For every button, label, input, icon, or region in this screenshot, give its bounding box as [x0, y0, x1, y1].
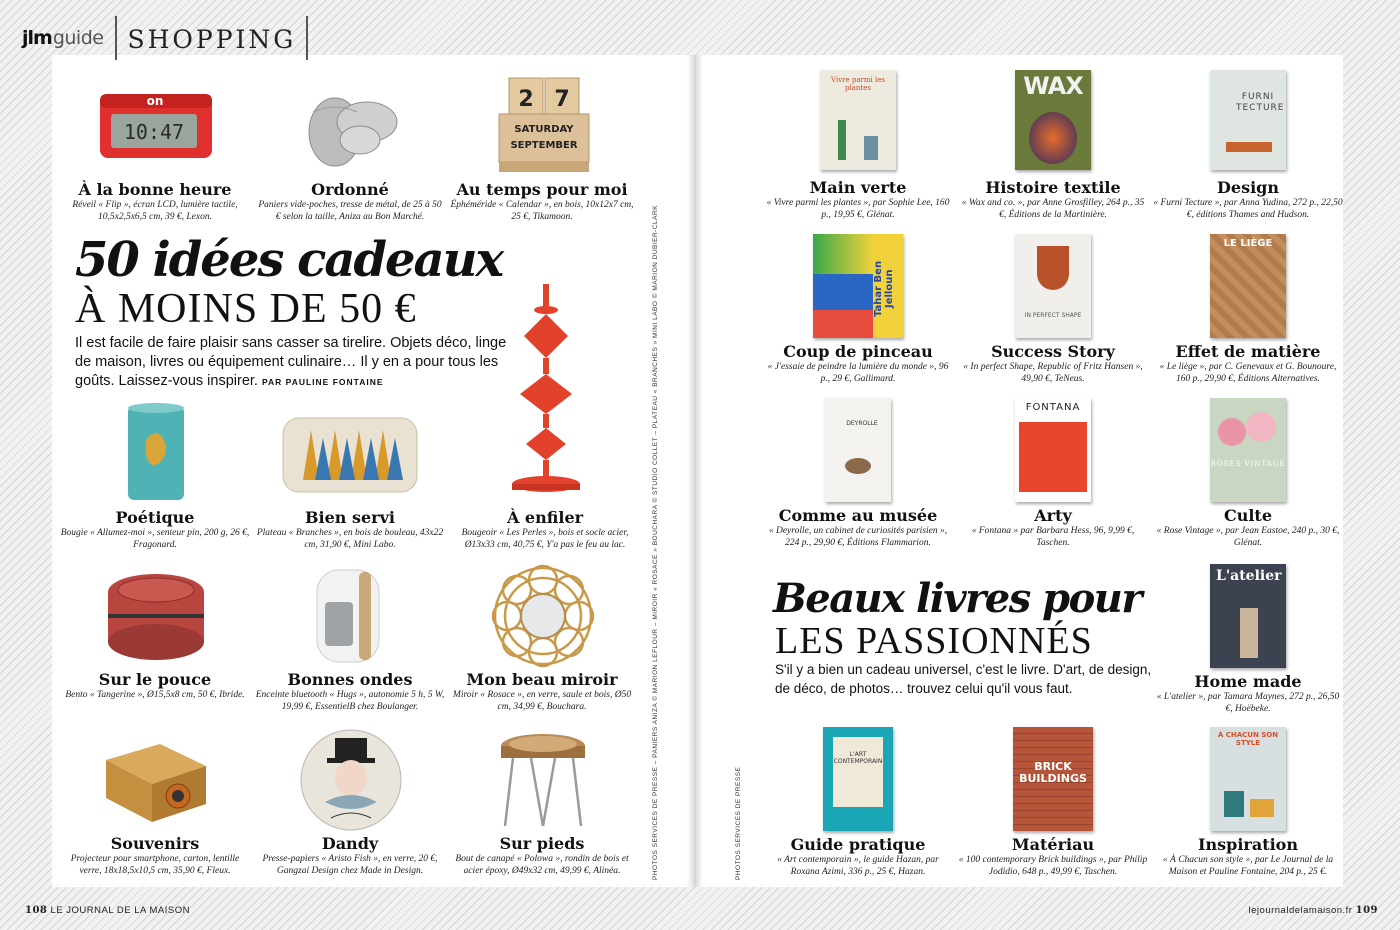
- page-number-right: 109: [1355, 905, 1378, 916]
- cover-text: À CHACUN SON STYLE: [1217, 731, 1279, 747]
- cover-text: FONTANA: [1025, 402, 1081, 413]
- book-cover-icon: [763, 398, 953, 506]
- footer-website: lejournaldelamaison.fr: [1248, 905, 1353, 916]
- product-card: [255, 72, 445, 223]
- book-card: [1153, 398, 1343, 549]
- product-caption: Miroir « Rosace », en verre, saule et bois, Ø50 cm, 34,99 €, Bouchara.: [452, 690, 632, 712]
- product-caption: Paniers vide-poches, tresse de métal, de 25 à 50 € selon la taille, Aniza au Bon Marché.: [258, 200, 442, 222]
- product-caption: Bougeoir « Les Perles », bois et socle acier, Ø13x33 cm, 40,75 €, Y'a pas le feu au lac.: [461, 528, 629, 550]
- book-title: Coup de pinceau: [783, 342, 933, 361]
- brand-guide: guide: [52, 27, 104, 49]
- cover-text: WAX: [1023, 72, 1083, 100]
- book-caption: « Furni Tecture », par Anna Yudina, 272 p., 22,50 €, éditions Thames and Hudson.: [1153, 198, 1343, 220]
- cover-text: Vivre parmi les plantes: [831, 76, 885, 92]
- product-card: [255, 726, 445, 877]
- spread-gutter: [687, 55, 703, 887]
- book-cover-icon: [958, 727, 1148, 835]
- book-caption: « Wax and co. », par Anne Grosfilley, 264 p., 35 €, Éditions de la Martinière.: [961, 198, 1145, 220]
- tray-icon: [255, 400, 445, 508]
- product-title: Bien servi: [305, 508, 395, 527]
- book-card: [1153, 234, 1343, 385]
- calendar-day-tens: 2: [518, 87, 534, 112]
- paperweight-icon: [255, 726, 445, 834]
- book-card: [958, 234, 1148, 385]
- product-card: [447, 726, 637, 877]
- product-caption: Plateau « Branches », en bois de bouleau, 43x22 cm, 31,90 €, Mini Labo.: [256, 528, 444, 550]
- book-card: [763, 70, 953, 221]
- book-cover-icon: [1153, 398, 1343, 506]
- book-caption: « In perfect Shape, Republic of Fritz Hansen », 49,90 €, TeNeus.: [963, 362, 1143, 384]
- product-caption: Enceinte bluetooth « Hugs », autonomie 5 h, 5 W, 19,99 €, EssentielB chez Boulanger.: [255, 690, 445, 712]
- feature-subtitle: À MOINS DE 50 €: [75, 286, 417, 332]
- alarm-clock-icon: [60, 72, 250, 180]
- product-card: [450, 278, 640, 551]
- product-caption: Bout de canapé « Polowa », rondin de bois et acier époxy, Ø49x32 cm, 49,99 €, Alinéa.: [455, 854, 629, 876]
- book-title: Effet de matière: [1175, 342, 1321, 361]
- photo-credit: PHOTOS SERVICES DE PRESSE: [735, 766, 742, 880]
- product-title: Sur pieds: [499, 834, 585, 853]
- book-caption: « Vivre parmi les plantes », par Sophie Lee, 160 p., 19,95 €, Glénat.: [766, 198, 950, 220]
- book-cover-icon: [1153, 70, 1343, 178]
- product-title: Ordonné: [311, 180, 389, 199]
- book-caption: « Deyrolle, un cabinet de curiosités parisien », 224 p., 29,90 €, Éditions Flammarion.: [768, 526, 948, 548]
- book-title: Histoire textile: [985, 178, 1121, 197]
- intro-text: Il est facile de faire plaisir sans casser sa tirelire. Objets déco, linge de maison, livres ou équipement culinaire… Il y en a pour tous les goûts. Laissez-vous inspirer.: [75, 335, 507, 389]
- footer-publication: LE JOURNAL DE LA MAISON: [50, 905, 190, 916]
- mirror-icon: [447, 562, 637, 670]
- book-card: [763, 398, 953, 549]
- metal-basket-icon: [255, 72, 445, 180]
- book-title: Comme au musée: [778, 506, 938, 525]
- book-cover-icon: [763, 234, 953, 342]
- product-title: Poétique: [115, 508, 195, 527]
- product-card: [255, 400, 445, 551]
- book-title: Success Story: [991, 342, 1115, 361]
- book-card: [763, 727, 953, 878]
- cover-text: FURNI TECTURE: [1236, 92, 1285, 113]
- book-title: Home made: [1194, 672, 1302, 691]
- book-caption: « L'atelier », par Tamara Maynes, 272 p., 26,50 €, Hoëbeke.: [1156, 692, 1340, 714]
- book-caption: « Fontana » par Barbara Hess, 96, 9,99 €, Taschen.: [971, 526, 1135, 548]
- byline: PAR PAULINE FONTAINE: [261, 377, 384, 387]
- product-card: [447, 562, 637, 713]
- book-caption: « À Chacun son style », par Le Journal de la Maison et Pauline Fontaine, 204 p., 25 €.: [1162, 855, 1334, 877]
- book-card: [958, 727, 1148, 878]
- book-cover-icon: [958, 398, 1148, 506]
- book-title: Matériau: [1011, 835, 1095, 854]
- calendar-weekday: SATURDAY: [514, 124, 574, 135]
- book-card: [1153, 727, 1343, 878]
- product-card: [60, 400, 250, 551]
- product-caption: Presse-papiers « Aristo Fish », en verre, 20 €, Gangzai Design chez Made in Design.: [262, 854, 438, 876]
- masthead: [22, 18, 308, 58]
- product-card: [60, 726, 250, 877]
- product-caption: Éphéméride « Calendar », en bois, 10x12x7 cm, 25 €, Tikamoon.: [450, 200, 634, 222]
- product-title: Dandy: [321, 834, 379, 853]
- product-caption: Bougie « Allumez-moi », senteur pin, 200 g, 26 €, Fragonard.: [60, 528, 250, 550]
- book-cover-icon: [763, 70, 953, 178]
- book-card: [763, 234, 953, 385]
- speaker-icon: [255, 562, 445, 670]
- book-title: Culte: [1223, 506, 1272, 525]
- calendar-day-units: 7: [554, 87, 570, 112]
- book-title: Design: [1217, 178, 1279, 197]
- product-card: [60, 72, 250, 223]
- cover-text: IN PERFECT SHAPE: [1024, 312, 1082, 319]
- product-card: [255, 562, 445, 713]
- book-title: Inspiration: [1198, 835, 1298, 854]
- footer-left: [25, 905, 190, 916]
- product-title: Au temps pour moi: [456, 180, 628, 199]
- cover-text: ROSES VINTAGE: [1210, 460, 1286, 468]
- book-cover-icon: [958, 70, 1148, 178]
- product-caption: Projecteur pour smartphone, carton, lentille verre, 18x18,5x10,5 cm, 35,90 €, Fleux.: [70, 854, 240, 876]
- book-caption: « Rose Vintage », par Jean Eastoe, 240 p., 30 €, Glénat.: [1156, 526, 1340, 548]
- book-card: [958, 70, 1148, 221]
- clock-time: 10:47: [123, 120, 185, 144]
- wood-calendar-icon: [447, 72, 637, 180]
- footer-right: [1249, 905, 1378, 916]
- candle-icon: [60, 400, 250, 508]
- book-title: Guide pratique: [790, 835, 926, 854]
- brand-logo: jlm: [22, 27, 52, 49]
- books-title: Beaux livres pour: [773, 575, 1141, 622]
- feature-intro: [75, 334, 515, 392]
- clock-face-label: on: [146, 94, 164, 108]
- book-caption: « Le liège », par C. Genevaux et G. Bounoure, 160 p., 29,90 €, Éditions Alternatives.: [1159, 362, 1337, 384]
- book-caption: « Art contemporain », le guide Hazan, par Roxana Azimi, 336 p., 25 €, Hazan.: [777, 855, 939, 877]
- product-title: Souvenirs: [110, 834, 200, 853]
- page-number-left: 108: [25, 905, 48, 916]
- cover-text: BRICK BUILDINGS: [1019, 760, 1087, 785]
- cover-text: Tahar Ben Jelloun: [873, 260, 895, 318]
- bento-box-icon: [60, 562, 250, 670]
- product-caption: Bento « Tangerine », Ø15,5x8 cm, 50 €, Ibride.: [65, 690, 245, 700]
- book-title: Arty: [1034, 506, 1072, 525]
- product-title: Bonnes ondes: [287, 670, 413, 689]
- product-title: Sur le pouce: [98, 670, 212, 689]
- projector-icon: [60, 726, 250, 834]
- product-caption: Réveil « Flip », écran LCD, lumière tactile, 10,5x2,5x6,5 cm, 39 €, Lexon.: [72, 200, 238, 222]
- product-title: À la bonne heure: [78, 180, 232, 199]
- book-card: [1153, 70, 1343, 221]
- book-cover-icon: [763, 727, 953, 835]
- books-intro: S'il y a bien un cadeau universel, c'est le livre. D'art, de design, de déco, de photos… trouvez celui qu'il vous faut.: [775, 662, 1152, 696]
- book-card: [1153, 564, 1343, 715]
- cover-text: L'atelier: [1216, 568, 1282, 584]
- book-title: Main verte: [809, 178, 907, 197]
- section-label: SHOPPING: [115, 16, 308, 60]
- cover-text: LE LIÈGE: [1223, 238, 1273, 249]
- candlestick-icon: [450, 278, 640, 508]
- side-table-icon: [447, 726, 637, 834]
- product-title: Mon beau miroir: [466, 670, 618, 689]
- product-title: À enfiler: [506, 508, 584, 527]
- book-caption: « J'essaie de peindre la lumière du monde », 96 p., 29 €, Gallimard.: [767, 362, 949, 384]
- product-card: [60, 562, 250, 701]
- cover-text: DEYROLLE: [846, 420, 878, 427]
- books-subtitle: LES PASSIONNÉS: [775, 620, 1093, 662]
- book-cover-icon: [1153, 564, 1343, 672]
- product-card: [447, 72, 637, 223]
- book-cover-icon: [1153, 234, 1343, 342]
- book-cover-icon: [1153, 727, 1343, 835]
- feature-title: 50 idées cadeaux: [75, 232, 503, 288]
- book-caption: « 100 contemporary Brick buildings », par Philip Jodidio, 648 p., 49,99 €, Taschen.: [958, 855, 1148, 877]
- book-cover-icon: [958, 234, 1148, 342]
- cover-text: L'ART CONTEMPORAIN: [833, 751, 883, 765]
- photo-credit: PHOTOS SERVICES DE PRESSE – PANIERS ANIZA © MARION LEFLOUR – MIROIR « ROSACE » BOUCHARA © STUDIO COLLET – PLATEAU « BRANCHES » MINI LABO © MARION DUBIER-CLARK: [652, 204, 659, 880]
- calendar-month: SEPTEMBER: [510, 140, 578, 151]
- book-card: [958, 398, 1148, 549]
